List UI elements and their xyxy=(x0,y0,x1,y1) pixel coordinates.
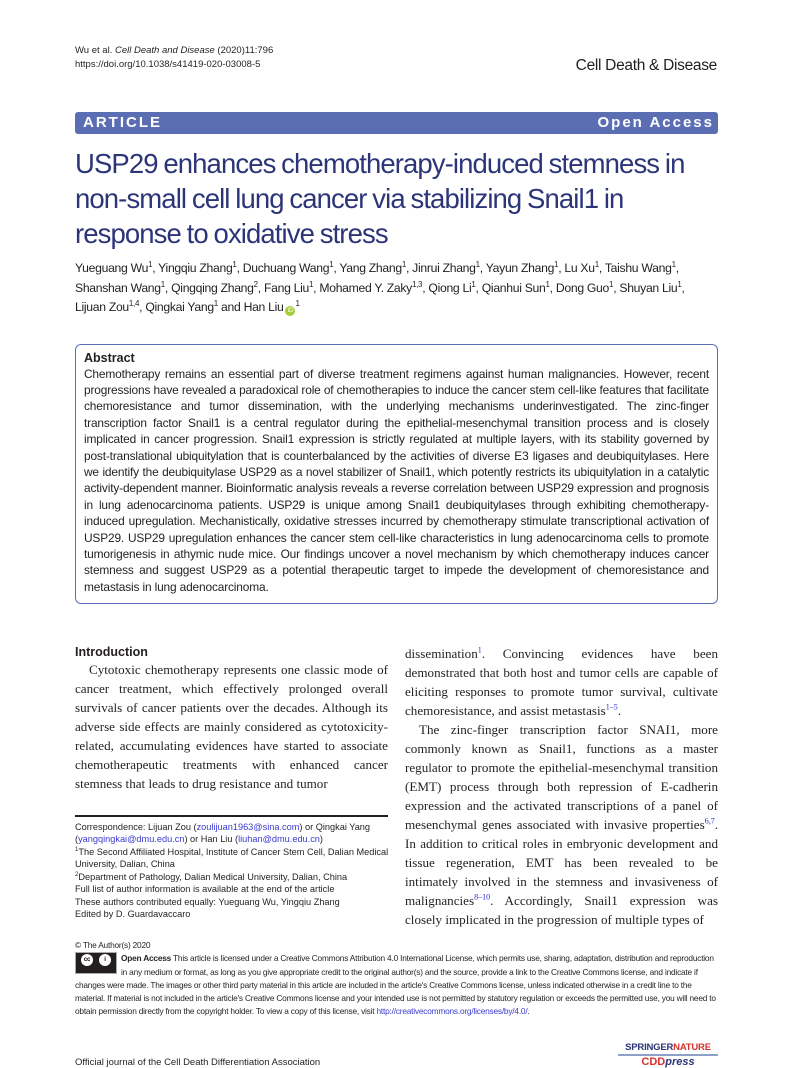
article-title: USP29 enhances chemotherapy-induced stemness in non-small cell lung cancer via stabilizing Snail1 in response to oxidative stress xyxy=(75,148,685,249)
reference-citation[interactable]: 6,7 xyxy=(704,816,715,826)
introduction-heading: Introduction xyxy=(75,645,148,660)
logo-press: press xyxy=(665,1056,695,1068)
article-body xyxy=(75,146,718,1068)
author-name[interactable]: Lu Xu xyxy=(564,261,595,275)
email-link[interactable]: yangqingkai@dmu.edu.cn xyxy=(78,834,185,845)
footnotes xyxy=(75,821,405,921)
springer-nature-cdd-press-logo xyxy=(618,1042,718,1068)
citation-volume: (2020)11:796 xyxy=(217,45,274,56)
footnote-divider xyxy=(75,815,388,817)
license-block xyxy=(75,939,718,1018)
orcid-icon[interactable]: iD xyxy=(285,306,295,316)
introduction-right-column xyxy=(405,644,718,929)
author-name[interactable]: Shanshan Wang xyxy=(75,280,161,295)
doi-link[interactable]: https://doi.org/10.1038/s41419-020-03008-5 xyxy=(75,59,261,70)
affiliation-number: 1 xyxy=(75,846,79,853)
citation-authors: Wu et al. xyxy=(75,45,113,56)
author-name[interactable]: Qianhui Sun xyxy=(481,280,546,295)
open-access-label: Open Access xyxy=(597,114,714,131)
author-name[interactable]: Mohamed Y. Zaky xyxy=(319,280,412,295)
cc-by-icon[interactable]: cc i xyxy=(75,952,117,974)
license-end: . xyxy=(527,1006,530,1017)
affiliation-number: 2 xyxy=(75,871,79,878)
introduction-left-column xyxy=(75,660,388,793)
email-link[interactable]: liuhan@dmu.edu.cn xyxy=(238,834,320,845)
author-affiliation-marker: 1 xyxy=(594,259,599,269)
intro-paragraph: The zinc-finger transcription factor SNAI1, more commonly known as Snail1, functions as a master regulator to promote the epithelial-mesenchymal transition (EMT) process through both repression of E-cadherin expression and the activated transcriptions of a panel of mesenchymal genes associated with invasive properties$^{6,7}$. In addition to critical roles in embryonic development and tissue regeneration, EMT has been revealed to be intimately involved in the stemness and invasiveness of malignancies$^{8-10}$. Accordingly, Snail1 expression was closely implicated in the progression of multiple types of xyxy=(405,722,718,928)
article-type-label: ARTICLE xyxy=(83,114,162,131)
author-affiliation-marker: 1 xyxy=(213,298,218,308)
citation-journal: Cell Death and Disease xyxy=(114,45,215,56)
author-affiliation-marker: 1 xyxy=(295,298,300,308)
author-name[interactable]: Duchuang Wang xyxy=(242,261,330,275)
author-name[interactable]: Fang Liu xyxy=(263,280,310,295)
affiliation: $^2$Department of Pathology, Dalian Medical University, Dalian, China xyxy=(75,871,348,882)
edited-by: Edited by D. Guardavaccaro xyxy=(75,909,191,920)
reference-citation[interactable]: 8–10 xyxy=(474,892,491,902)
affiliation: $^1$The Second Affiliated Hospital, Institute of Cancer Stem Cell, Dalian Medical University, Dalian, China xyxy=(75,846,389,870)
equal-contribution-note: These authors contributed equally: Yueguang Wu, Yingqiu Zhang xyxy=(75,896,340,907)
license-lead: Open Access xyxy=(121,953,172,964)
logo-cdd: CDD xyxy=(641,1056,666,1068)
author-affiliation-marker: 1 xyxy=(471,279,476,289)
footer-text: Official journal of the Cell Death Differentiation Association xyxy=(75,1057,321,1068)
reference-citation[interactable]: 1–5 xyxy=(605,702,618,712)
author-info-note: Full list of author information is available at the end of the article xyxy=(75,884,335,895)
author-name[interactable]: Yingqiu Zhang xyxy=(158,261,233,275)
email-link[interactable]: zoulijuan1963@sina.com xyxy=(196,821,300,832)
author-affiliation-marker: 1 xyxy=(545,279,550,289)
author-affiliation-marker: 1 xyxy=(554,259,559,269)
journal-name: Cell Death & Disease xyxy=(575,57,717,74)
copyright-text: © The Author(s) 2020 xyxy=(75,940,151,951)
author-affiliation-marker: 1 xyxy=(160,279,165,289)
author-name[interactable]: Qingqing Zhang xyxy=(171,280,254,295)
abstract-text: Chemotherapy remains an essential part of diverse treatment regimens against human malignancies. However, recent progressions have revealed a paradoxical role of chemotherapies to induce the cancer stem cell-like features that facilitate chemoresistance and tumor dissemination, with the underlying mechanisms underinvestigated. The zinc-finger transcription factor Snail1 is a central regulator during the epithelial-mesenchymal transition process and is closely implicated in cancer progression. Snail1 expression is strictly regulated at multiple layers, with its stability governed by post-translational ubiquitylation that is counterbalanced by the activities of diverse E3 ligases and deubiquitylases. Here we identify the deubiquitylase USP29 as a novel stabilizer of Snail1, which potently restricts its ubiquitylation in a catalytic activity-dependent manner. Bioinformatic analysis reveals a reverse correlation between USP29 expression and prognosis in lung adenocarcinoma patients. USP29 is unique among Snail1 deubiquitylases through exhibiting chemotherapy-induced upregulation. Mechanistically, oxidative stresses incurred by chemotherapy stimulate transcriptional activation of USP29. USP29 upregulation enhances the cancer stem cell-like characteristics in lung adenocarcinoma cells to promote tumorigenesis in athymic nude mice. Our findings uncover a novel mechanism by which chemotherapy induces cancer stemness and suggest USP29 as a potential therapeutic target to impede the development of chemoresistance and metastasis in lung adenocarcinoma. xyxy=(84,366,709,594)
citation-header xyxy=(75,44,273,72)
author-name[interactable]: Lijuan Zou xyxy=(75,300,129,314)
logo-springer: SPRINGER xyxy=(625,1042,674,1054)
author-affiliation-marker: 1 xyxy=(401,259,406,269)
license-link[interactable]: http://creativecommons.org/licenses/by/4.0/ xyxy=(376,1006,528,1017)
author-name[interactable]: Shuyan Liu xyxy=(619,280,678,295)
page-footer xyxy=(75,1042,718,1068)
correspondence: Correspondence: Lijuan Zou (zoulijuan1963@sina.com) or Qingkai Yang (yangqingkai@dmu.edu.cn) or Han Liu (liuhan@dmu.edu.cn) xyxy=(75,821,371,845)
article-banner xyxy=(75,112,718,134)
abstract-box xyxy=(75,344,718,605)
author-affiliation-marker: 1 xyxy=(148,259,153,269)
author-affiliation-marker: 1 xyxy=(475,259,480,269)
author-name[interactable]: Han Liu xyxy=(243,300,284,314)
author-name[interactable]: Yang Zhang xyxy=(339,261,402,275)
two-column-body xyxy=(75,644,718,929)
author-affiliation-marker: 1 xyxy=(309,279,314,289)
author-name[interactable]: Qingkai Yang xyxy=(145,300,214,314)
intro-paragraph: Cytotoxic chemotherapy represents one classic mode of cancer treatment, which effectively prolonged overall survivals of cancer patients over the decades. Although its adverse side effects are mainly considered as cytotoxicity-related, accumulating evidences have started to associate chemotherapeutic treatments with enhanced cancer stemness that leads to drug resistance and tumor xyxy=(75,662,388,792)
left-column xyxy=(75,644,388,921)
author-name[interactable]: Jinrui Zhang xyxy=(412,261,476,275)
abstract-heading: Abstract xyxy=(84,350,135,365)
author-name[interactable]: Yueguang Wu xyxy=(75,261,149,275)
reference-citation[interactable]: 1 xyxy=(477,645,482,655)
author-name[interactable]: Dong Guo xyxy=(555,280,610,295)
author-affiliation-marker: 1 xyxy=(609,279,614,289)
author-affiliation-marker: 1 xyxy=(677,279,682,289)
author-name[interactable]: Yayun Zhang xyxy=(485,261,555,275)
logo-nature: NATURE xyxy=(673,1042,711,1054)
intro-paragraph: dissemination$^1$. Convincing evidences have been demonstrated that both host and tumor cells are capable of eliciting responses to promote tumor survival, cultivate chemoresistance, and assist metastasis$^{1-5}$. xyxy=(405,645,718,719)
author-affiliation-marker: 2 xyxy=(253,279,258,289)
author-affiliation-marker: 1 xyxy=(671,259,676,269)
author-affiliation-marker: 1 xyxy=(329,259,334,269)
license-text: This article is licensed under a Creative Commons Attribution 4.0 International License, which permits use, sharing, adaptation, distribution and reproduction in any medium or format, as long as you give appropriate credit to the original author(s) and the source, provide a link to the Creative Commons license, and indicate if changes were made. The images or other third party material in this article are included in the article's Creative Commons license, unless indicated otherwise in a credit line to the material. If material is not included in the article's Creative Commons license and your intended use is not permitted by statutory regulation or exceeds the permitted use, you will need to obtain permission directly from the copyright holder. To view a copy of this license, visit xyxy=(75,953,716,1017)
author-affiliation-marker: 1,3 xyxy=(411,279,423,289)
author-name[interactable]: Taishu Wang xyxy=(604,261,672,275)
author-list: Yueguang Wu$^1$, Yingqiu Zhang$^1$, Duchuang Wang$^1$, Yang Zhang$^1$, Jinrui Zhang$^1$, Yayun Zhang$^1$, Lu Xu$^1$, Taishu Wang$^1$, Shanshan Wang$^1$, Qingqing Zhang$^2$, Fang Liu$^1$, Mohamed Y. Zaky$^{1,3}$, Qiong Li$^1$, Qianhui Sun$^1$, Dong Guo$^1$, Shuyan Liu$^1$, Lijuan Zou$^{1,4}$, Qingkai Yang$^1$ and Han Liu $iD^1$ xyxy=(75,259,685,314)
author-affiliation-marker: 1,4 xyxy=(128,298,140,308)
author-name[interactable]: Qiong Li xyxy=(428,280,472,295)
author-affiliation-marker: 1 xyxy=(232,259,237,269)
